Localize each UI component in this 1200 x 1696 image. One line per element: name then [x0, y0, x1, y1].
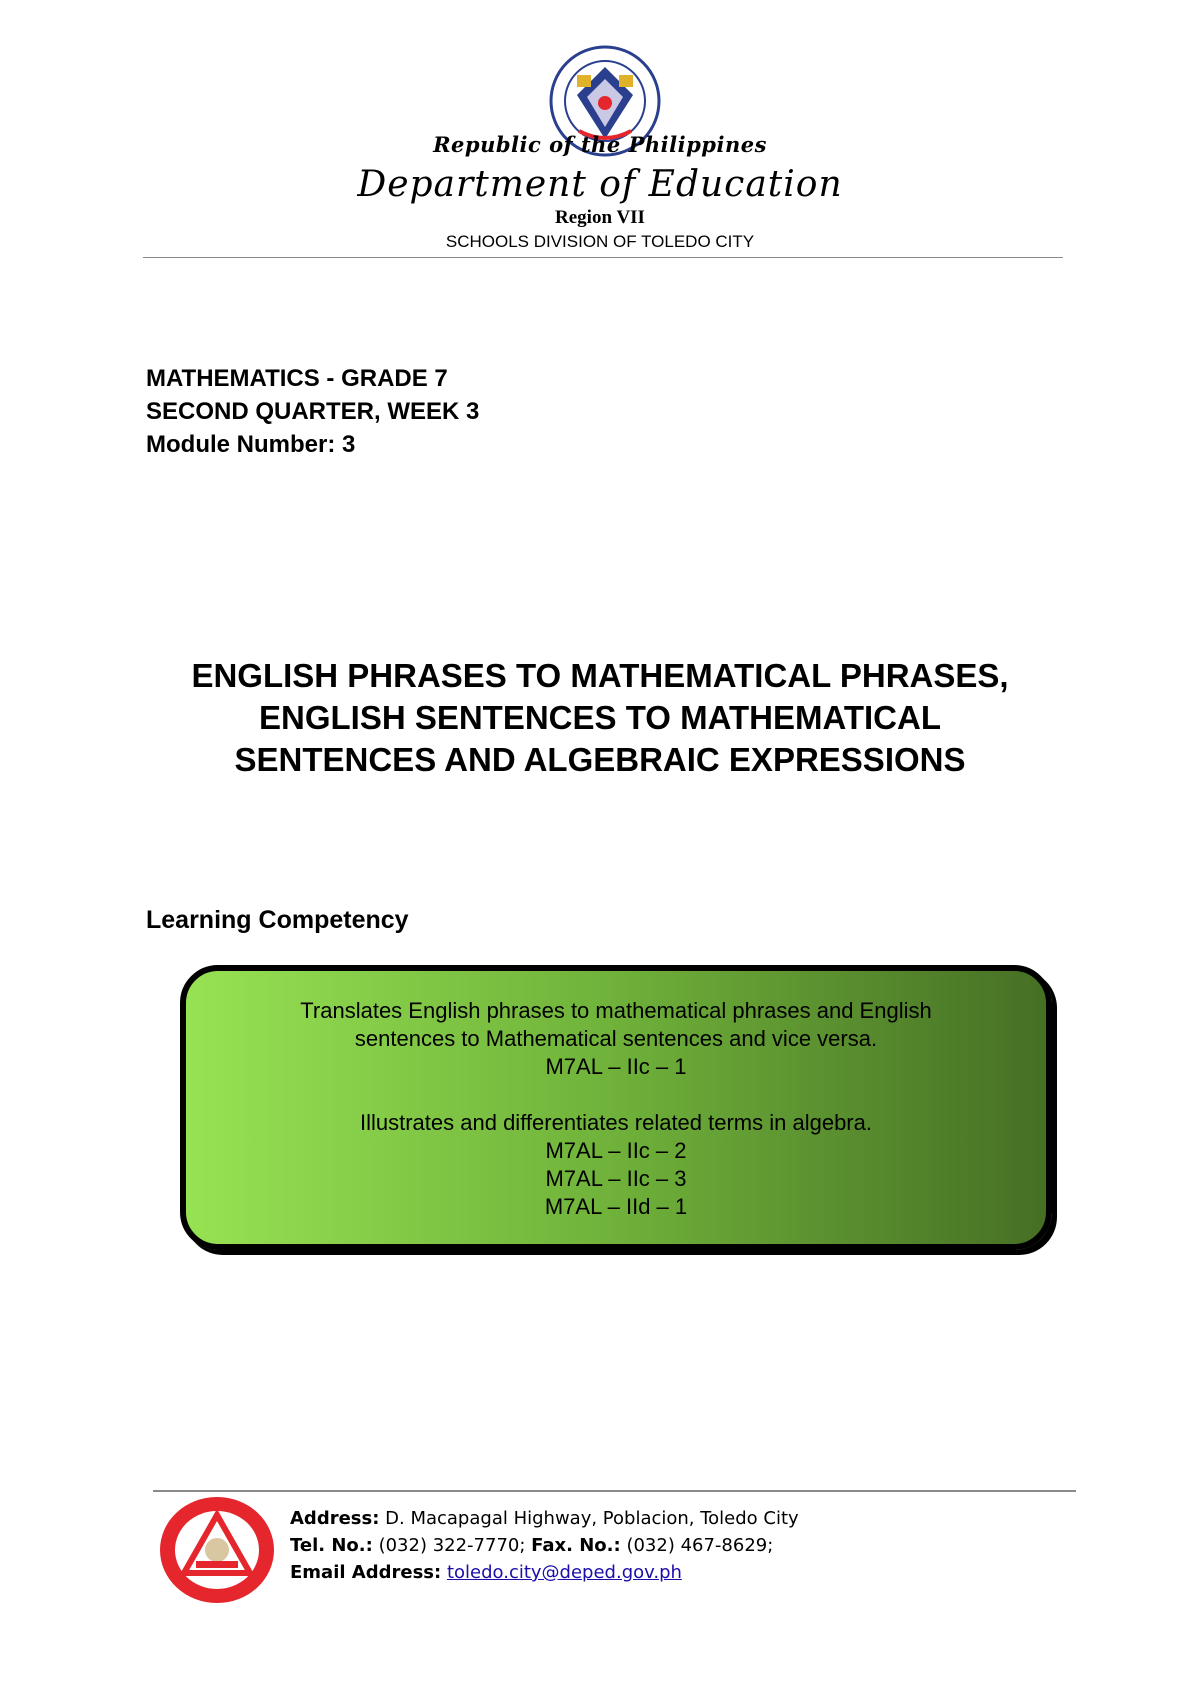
module-title-line: SENTENCES AND ALGEBRAIC EXPRESSIONS — [234, 741, 966, 778]
address-label: Address: — [290, 1508, 380, 1529]
footer-contact — [290, 1505, 799, 1586]
subject-block — [146, 362, 479, 461]
learning-competency-heading: Learning Competency — [146, 906, 409, 934]
email-link[interactable]: toledo.city@deped.gov.ph — [446, 1562, 682, 1583]
address-value: D. Macapagal Highway, Poblacion, Toledo City — [379, 1508, 799, 1529]
competency-text: Illustrates and differentiates related terms in algebra. — [360, 1110, 872, 1135]
tel-label: Tel. No.: — [290, 1535, 373, 1556]
email-label: Email Address: — [290, 1562, 442, 1583]
footer-phone — [290, 1532, 799, 1559]
republic-heading: Republic of the Philippines — [433, 132, 767, 157]
competency-box — [180, 965, 1052, 1250]
module-title-line: ENGLISH PHRASES TO MATHEMATICAL PHRASES, — [191, 657, 1009, 694]
competency-code: M7AL – IIc – 1 — [545, 1054, 687, 1079]
tel-value: (032) 322-7770; — [372, 1535, 532, 1556]
competency-code: M7AL – IId – 1 — [544, 1194, 688, 1219]
competency-code: M7AL – IIc – 3 — [545, 1166, 687, 1191]
module-title-line: ENGLISH SENTENCES TO MATHEMATICAL — [258, 699, 941, 736]
subject-quarter: SECOND QUARTER, WEEK 3 — [146, 398, 480, 425]
region-label: Region VII — [555, 207, 645, 228]
competency-text: sentences to Mathematical sentences and vice versa. — [354, 1026, 878, 1051]
department-heading: Department of Education — [357, 164, 843, 205]
header-divider — [143, 257, 1063, 258]
footer-divider — [153, 1490, 1076, 1492]
competency-text: Translates English phrases to mathematical phrases and English — [300, 998, 932, 1023]
footer-address — [290, 1505, 799, 1532]
module-title — [120, 655, 1080, 781]
subject-grade: MATHEMATICS - GRADE 7 — [146, 365, 448, 392]
footer-email — [290, 1559, 799, 1586]
division-seal-logo — [158, 1495, 276, 1605]
fax-label: Fax. No.: — [531, 1535, 621, 1556]
division-label: SCHOOLS DIVISION OF TOLEDO CITY — [445, 232, 755, 251]
competency-code: M7AL – IIc – 2 — [545, 1138, 687, 1163]
module-number: Module Number: 3 — [146, 431, 356, 458]
fax-value: (032) 467-8629; — [620, 1535, 774, 1556]
